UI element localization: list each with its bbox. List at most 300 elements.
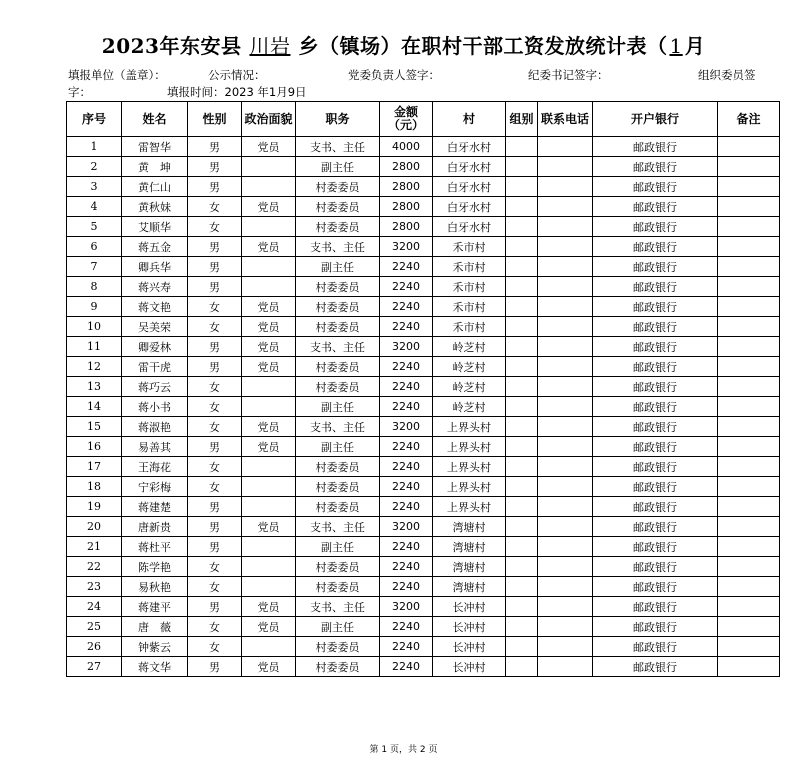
title-month: 1 (669, 34, 683, 58)
table-row (67, 617, 780, 637)
cell-village: 上界头村 (433, 497, 506, 517)
cell-group (506, 617, 538, 637)
cell-bank: 邮政银行 (593, 157, 718, 177)
cell-political: 党员 (242, 517, 296, 537)
cell-name: 钟紫云 (122, 637, 188, 657)
cell-political (242, 277, 296, 297)
cell-amount: 3200 (380, 597, 433, 617)
cell-name: 易善其 (122, 437, 188, 457)
cell-village: 岭芝村 (433, 337, 506, 357)
cell-phone (538, 317, 593, 337)
cell-amount: 2240 (380, 317, 433, 337)
cell-name: 黄仁山 (122, 177, 188, 197)
cell-name: 蒋淑艳 (122, 417, 188, 437)
cell-position: 村委委员 (296, 217, 380, 237)
cell-amount: 2240 (380, 477, 433, 497)
cell-village: 岭芝村 (433, 377, 506, 397)
cell-position: 副主任 (296, 537, 380, 557)
cell-amount: 2800 (380, 177, 433, 197)
cell-gender: 女 (188, 417, 242, 437)
cell-index: 3 (67, 177, 122, 197)
cell-index: 10 (67, 317, 122, 337)
cell-bank: 邮政银行 (593, 437, 718, 457)
cell-phone (538, 657, 593, 677)
cell-bank: 邮政银行 (593, 557, 718, 577)
cell-amount: 2240 (380, 657, 433, 677)
cell-position: 村委委员 (296, 577, 380, 597)
table-row (67, 497, 780, 517)
cell-bank: 邮政银行 (593, 617, 718, 637)
cell-political: 党员 (242, 197, 296, 217)
cell-amount: 2240 (380, 257, 433, 277)
table-row (67, 357, 780, 377)
cell-amount: 2240 (380, 297, 433, 317)
cell-remark (718, 537, 780, 557)
cell-phone (538, 397, 593, 417)
cell-name: 蒋文艳 (122, 297, 188, 317)
cell-gender: 男 (188, 497, 242, 517)
cell-remark (718, 317, 780, 337)
cell-gender: 女 (188, 557, 242, 577)
meta-line-2 (68, 84, 307, 100)
cell-amount: 2240 (380, 457, 433, 477)
cell-amount: 2240 (380, 637, 433, 657)
table-row (67, 457, 780, 477)
cell-name: 陈学艳 (122, 557, 188, 577)
cell-political: 党员 (242, 657, 296, 677)
cell-group (506, 597, 538, 617)
cell-gender: 男 (188, 337, 242, 357)
cell-gender: 男 (188, 357, 242, 377)
cell-political (242, 577, 296, 597)
cell-village: 禾市村 (433, 297, 506, 317)
cell-phone (538, 457, 593, 477)
cell-village: 长冲村 (433, 597, 506, 617)
cell-gender: 男 (188, 437, 242, 457)
cell-remark (718, 297, 780, 317)
cell-index: 7 (67, 257, 122, 277)
cell-group (506, 657, 538, 677)
table-row (67, 337, 780, 357)
cell-group (506, 357, 538, 377)
cell-gender: 女 (188, 457, 242, 477)
cell-phone (538, 477, 593, 497)
cell-remark (718, 497, 780, 517)
cell-political (242, 217, 296, 237)
cell-position: 村委委员 (296, 277, 380, 297)
cell-position: 村委委员 (296, 317, 380, 337)
cell-amount: 2800 (380, 217, 433, 237)
table-row (67, 157, 780, 177)
cell-village: 禾市村 (433, 257, 506, 277)
cell-group (506, 477, 538, 497)
cell-village: 湾塘村 (433, 537, 506, 557)
cell-political (242, 497, 296, 517)
cell-political (242, 397, 296, 417)
cell-remark (718, 617, 780, 637)
col-header-phone: 联系电话 (538, 102, 593, 137)
table-body (67, 137, 780, 677)
cell-political (242, 457, 296, 477)
cell-phone (538, 637, 593, 657)
cell-bank: 邮政银行 (593, 317, 718, 337)
table-row (67, 137, 780, 157)
cell-political: 党员 (242, 357, 296, 377)
cell-position: 副主任 (296, 437, 380, 457)
cell-bank: 邮政银行 (593, 517, 718, 537)
table-row (67, 377, 780, 397)
cell-name: 蒋兴寿 (122, 277, 188, 297)
cell-remark (718, 237, 780, 257)
cell-position: 村委委员 (296, 177, 380, 197)
col-header-amount: 金额（元） (380, 102, 433, 137)
cell-index: 18 (67, 477, 122, 497)
page-footer: 第 1 页，共 2 页 (369, 745, 438, 755)
cell-bank: 邮政银行 (593, 237, 718, 257)
cell-bank: 邮政银行 (593, 537, 718, 557)
cell-group (506, 217, 538, 237)
cell-group (506, 497, 538, 517)
cell-political (242, 257, 296, 277)
cell-group (506, 537, 538, 557)
cell-political (242, 637, 296, 657)
cell-political (242, 157, 296, 177)
cell-phone (538, 517, 593, 537)
cell-phone (538, 557, 593, 577)
cell-remark (718, 137, 780, 157)
cell-amount: 2240 (380, 537, 433, 557)
cell-position: 支书、主任 (296, 337, 380, 357)
title-prefix: 2023年东安县 (101, 34, 242, 58)
cell-name: 蒋五金 (122, 237, 188, 257)
col-header-bank: 开户银行 (593, 102, 718, 137)
cell-amount: 2240 (380, 577, 433, 597)
cell-group (506, 257, 538, 277)
cell-name: 易秋艳 (122, 577, 188, 597)
cell-bank: 邮政银行 (593, 277, 718, 297)
cell-name: 吴美荣 (122, 317, 188, 337)
cell-phone (538, 617, 593, 637)
cell-group (506, 177, 538, 197)
cell-remark (718, 457, 780, 477)
cell-position: 支书、主任 (296, 597, 380, 617)
cell-village: 长冲村 (433, 637, 506, 657)
cell-gender: 女 (188, 477, 242, 497)
title-middle: 乡（镇场）在职村干部工资发放统计表（ (298, 34, 668, 58)
cell-gender: 女 (188, 637, 242, 657)
cell-group (506, 377, 538, 397)
cell-phone (538, 197, 593, 217)
table-row (67, 197, 780, 217)
meta-party-sign: 党委负责人签字： (348, 68, 440, 82)
cell-position: 村委委员 (296, 357, 380, 377)
cell-political: 党员 (242, 337, 296, 357)
cell-amount: 2240 (380, 277, 433, 297)
cell-remark (718, 377, 780, 397)
cell-index: 22 (67, 557, 122, 577)
cell-position: 村委委员 (296, 297, 380, 317)
cell-phone (538, 417, 593, 437)
cell-bank: 邮政银行 (593, 657, 718, 677)
cell-index: 11 (67, 337, 122, 357)
cell-group (506, 297, 538, 317)
cell-index: 26 (67, 637, 122, 657)
cell-phone (538, 177, 593, 197)
cell-amount: 2240 (380, 437, 433, 457)
cell-position: 支书、主任 (296, 417, 380, 437)
table-row (67, 297, 780, 317)
cell-name: 唐新贵 (122, 517, 188, 537)
table-row (67, 537, 780, 557)
table-row (67, 657, 780, 677)
cell-village: 岭芝村 (433, 357, 506, 377)
table-row (67, 477, 780, 497)
cell-political: 党员 (242, 137, 296, 157)
cell-gender: 女 (188, 317, 242, 337)
cell-village: 白牙水村 (433, 137, 506, 157)
cell-index: 16 (67, 437, 122, 457)
cell-name: 蒋建平 (122, 597, 188, 617)
cell-group (506, 457, 538, 477)
cell-amount: 3200 (380, 417, 433, 437)
cell-index: 24 (67, 597, 122, 617)
cell-amount: 2240 (380, 377, 433, 397)
table-row (67, 557, 780, 577)
cell-remark (718, 577, 780, 597)
cell-gender: 男 (188, 177, 242, 197)
cell-political (242, 377, 296, 397)
cell-position: 副主任 (296, 157, 380, 177)
cell-gender: 男 (188, 517, 242, 537)
cell-position: 村委委员 (296, 197, 380, 217)
table-row (67, 517, 780, 537)
cell-name: 卿兵华 (122, 257, 188, 277)
cell-political: 党员 (242, 237, 296, 257)
col-header-name: 姓名 (122, 102, 188, 137)
cell-remark (718, 277, 780, 297)
cell-name: 蒋文华 (122, 657, 188, 677)
cell-phone (538, 297, 593, 317)
cell-political: 党员 (242, 617, 296, 637)
cell-position: 支书、主任 (296, 137, 380, 157)
cell-phone (538, 577, 593, 597)
cell-position: 村委委员 (296, 657, 380, 677)
cell-index: 14 (67, 397, 122, 417)
cell-group (506, 137, 538, 157)
cell-village: 白牙水村 (433, 157, 506, 177)
cell-political (242, 537, 296, 557)
cell-name: 卿爱林 (122, 337, 188, 357)
col-header-remark: 备注 (718, 102, 780, 137)
table-row (67, 237, 780, 257)
cell-gender: 女 (188, 197, 242, 217)
cell-index: 27 (67, 657, 122, 677)
cell-amount: 2240 (380, 497, 433, 517)
table-header-row (67, 102, 780, 137)
cell-village: 禾市村 (433, 237, 506, 257)
cell-remark (718, 337, 780, 357)
cell-amount: 2240 (380, 617, 433, 637)
cell-amount: 2240 (380, 397, 433, 417)
cell-political: 党员 (242, 297, 296, 317)
title-town: 川岩 (249, 34, 291, 58)
cell-bank: 邮政银行 (593, 197, 718, 217)
cell-group (506, 517, 538, 537)
cell-index: 17 (67, 457, 122, 477)
cell-amount: 2240 (380, 557, 433, 577)
cell-index: 4 (67, 197, 122, 217)
cell-name: 蒋小书 (122, 397, 188, 417)
cell-village: 上界头村 (433, 437, 506, 457)
cell-gender: 男 (188, 157, 242, 177)
cell-position: 副主任 (296, 257, 380, 277)
cell-village: 上界头村 (433, 477, 506, 497)
cell-name: 蒋巧云 (122, 377, 188, 397)
cell-village: 湾塘村 (433, 577, 506, 597)
cell-group (506, 637, 538, 657)
cell-bank: 邮政银行 (593, 177, 718, 197)
cell-gender: 男 (188, 597, 242, 617)
cell-name: 艾顺华 (122, 217, 188, 237)
cell-position: 村委委员 (296, 457, 380, 477)
cell-village: 白牙水村 (433, 177, 506, 197)
table-row (67, 417, 780, 437)
cell-remark (718, 477, 780, 497)
cell-index: 6 (67, 237, 122, 257)
cell-bank: 邮政银行 (593, 477, 718, 497)
cell-phone (538, 217, 593, 237)
cell-group (506, 317, 538, 337)
meta-org-sign-cont: 字： (68, 85, 91, 99)
cell-phone (538, 257, 593, 277)
cell-gender: 男 (188, 537, 242, 557)
col-header-political: 政治面貌 (242, 102, 296, 137)
cell-phone (538, 437, 593, 457)
table-row (67, 637, 780, 657)
cell-phone (538, 497, 593, 517)
cell-village: 禾市村 (433, 277, 506, 297)
table-row (67, 437, 780, 457)
cell-index: 2 (67, 157, 122, 177)
cell-position: 副主任 (296, 617, 380, 637)
cell-index: 23 (67, 577, 122, 597)
cell-remark (718, 177, 780, 197)
col-header-index: 序号 (67, 102, 122, 137)
cell-bank: 邮政银行 (593, 377, 718, 397)
cell-index: 5 (67, 217, 122, 237)
cell-index: 20 (67, 517, 122, 537)
cell-name: 唐 薇 (122, 617, 188, 637)
cell-remark (718, 257, 780, 277)
cell-group (506, 237, 538, 257)
cell-village: 长冲村 (433, 617, 506, 637)
cell-index: 13 (67, 377, 122, 397)
meta-unit: 填报单位（盖章）： (68, 68, 166, 82)
cell-amount: 3200 (380, 517, 433, 537)
cell-index: 15 (67, 417, 122, 437)
cell-name: 雷干虎 (122, 357, 188, 377)
page-title (0, 30, 807, 59)
cell-index: 8 (67, 277, 122, 297)
col-header-position: 职务 (296, 102, 380, 137)
cell-position: 村委委员 (296, 637, 380, 657)
cell-bank: 邮政银行 (593, 637, 718, 657)
cell-remark (718, 437, 780, 457)
cell-remark (718, 597, 780, 617)
cell-phone (538, 157, 593, 177)
cell-group (506, 157, 538, 177)
cell-bank: 邮政银行 (593, 417, 718, 437)
cell-bank: 邮政银行 (593, 357, 718, 377)
cell-political: 党员 (242, 597, 296, 617)
cell-position: 副主任 (296, 397, 380, 417)
cell-gender: 女 (188, 617, 242, 637)
cell-index: 19 (67, 497, 122, 517)
cell-bank: 邮政银行 (593, 217, 718, 237)
cell-amount: 2240 (380, 357, 433, 377)
col-header-village: 村 (433, 102, 506, 137)
cell-index: 9 (67, 297, 122, 317)
cell-phone (538, 377, 593, 397)
cell-phone (538, 597, 593, 617)
cell-gender: 男 (188, 657, 242, 677)
cell-remark (718, 557, 780, 577)
cell-position: 村委委员 (296, 557, 380, 577)
table-row (67, 317, 780, 337)
cell-bank: 邮政银行 (593, 497, 718, 517)
title-suffix: 月 (684, 34, 706, 58)
meta-date: 填报时间：2023 年1月9日 (167, 85, 307, 99)
cell-name: 雷智华 (122, 137, 188, 157)
cell-remark (718, 657, 780, 677)
cell-bank: 邮政银行 (593, 137, 718, 157)
cell-group (506, 397, 538, 417)
table-row (67, 177, 780, 197)
cell-index: 1 (67, 137, 122, 157)
cell-remark (718, 217, 780, 237)
cell-group (506, 437, 538, 457)
cell-bank: 邮政银行 (593, 457, 718, 477)
col-header-group: 组别 (506, 102, 538, 137)
cell-index: 12 (67, 357, 122, 377)
table-row (67, 257, 780, 277)
table-row (67, 397, 780, 417)
cell-village: 岭芝村 (433, 397, 506, 417)
meta-org-sign: 组织委员签 (698, 68, 756, 82)
cell-amount: 4000 (380, 137, 433, 157)
cell-remark (718, 197, 780, 217)
cell-bank: 邮政银行 (593, 597, 718, 617)
cell-remark (718, 637, 780, 657)
cell-village: 白牙水村 (433, 197, 506, 217)
cell-political: 党员 (242, 317, 296, 337)
cell-bank: 邮政银行 (593, 577, 718, 597)
table-row (67, 277, 780, 297)
cell-phone (538, 357, 593, 377)
cell-index: 21 (67, 537, 122, 557)
cell-remark (718, 357, 780, 377)
meta-discipline-sign: 纪委书记签字： (528, 68, 609, 82)
meta-publicity: 公示情况： (208, 68, 266, 82)
cell-gender: 女 (188, 217, 242, 237)
cell-remark (718, 157, 780, 177)
cell-name: 王海花 (122, 457, 188, 477)
cell-bank: 邮政银行 (593, 337, 718, 357)
cell-remark (718, 397, 780, 417)
cell-village: 湾塘村 (433, 517, 506, 537)
cell-political (242, 477, 296, 497)
cell-gender: 男 (188, 237, 242, 257)
